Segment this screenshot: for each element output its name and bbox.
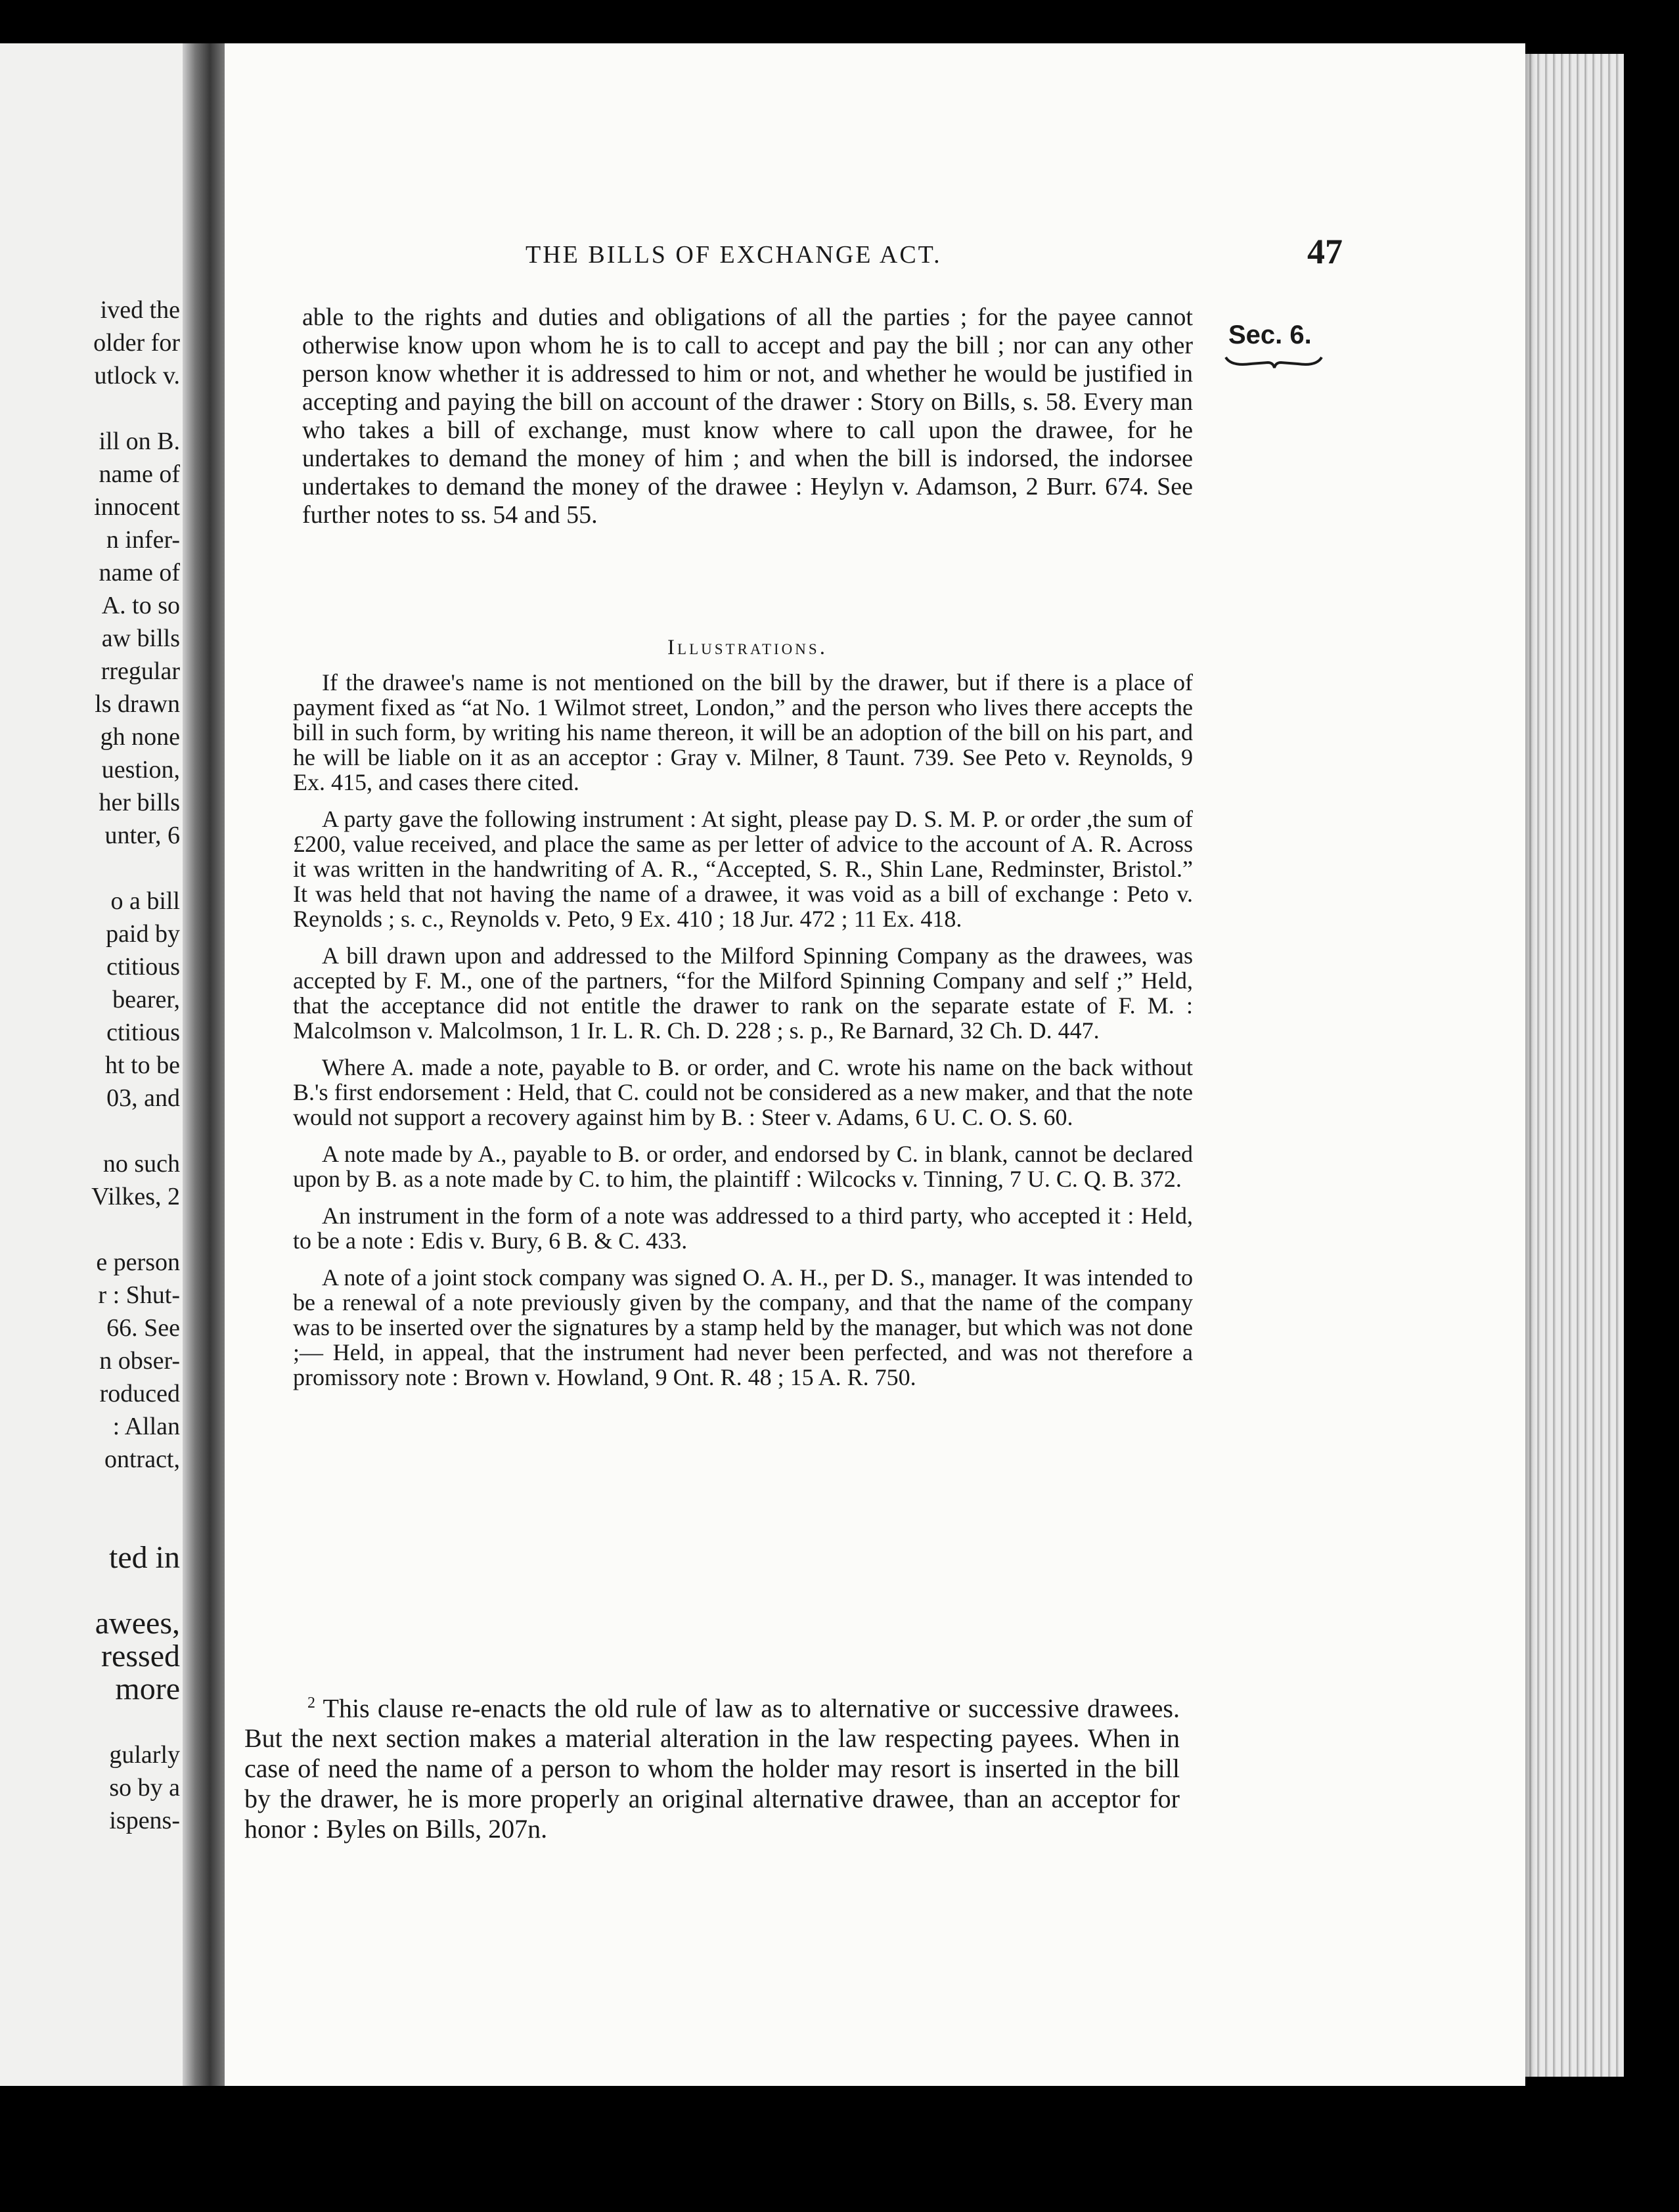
- left-page-line: o a bill: [110, 887, 180, 915]
- footnote-marker: 2: [307, 1694, 315, 1712]
- left-page-line: older for: [93, 329, 180, 357]
- left-page-line: name of: [99, 559, 180, 586]
- illustrations-list: [293, 670, 1193, 1402]
- left-page-line: e person: [96, 1249, 180, 1276]
- previous-page-fragment: [0, 43, 183, 2086]
- left-page-line: her bills: [99, 789, 180, 816]
- left-page-line: ctitious: [106, 953, 180, 981]
- illustration-paragraph: A party gave the following instrument : At sight, please pay D. S. M. P. or order ,the sum of £200, value received, and place the same as per letter of advice to the account of A. R. Across it was written in the handwriting of A. R., “Accepted, S. R., Shin Lane, Redminster, Bristol.” It was held that not having the name of a drawee, it was void as a bill of exchange : Peto v. Reynolds ; s. c., Reynolds v. Peto, 9 Ex. 410 ; 18 Jur. 472 ; 11 Ex. 418.: [293, 806, 1193, 932]
- left-page-line: utlock v.: [94, 362, 180, 389]
- left-page-line: aw bills: [101, 625, 180, 652]
- left-page-line: gularly: [109, 1741, 180, 1769]
- page-edges-shadow: [1525, 54, 1536, 2077]
- left-page-line: ressed: [101, 1639, 180, 1673]
- left-page-line: 66. See: [106, 1314, 180, 1342]
- left-page-line: awees,: [95, 1606, 180, 1641]
- left-page-line: ted in: [109, 1540, 180, 1575]
- left-page-line: 03, and: [106, 1084, 180, 1112]
- left-page-line: ispens-: [109, 1807, 180, 1834]
- left-page-line: innocent: [94, 493, 180, 521]
- page-number: 47: [1307, 232, 1343, 271]
- left-page-line: no such: [102, 1150, 180, 1178]
- illustration-paragraph: A bill drawn upon and addressed to the Milford Spinning Company as the drawees, was accepted by F. M., one of the partners, “for the Milford Spinning Company and self ;” Held, that the acceptance did not entitle the drawer to rank on the separate estate of F. M. : Malcolmson v. Malcolmson, 1 Ir. L. R. Ch. D. 228 ; s. p., Re Barnard, 32 Ch. D. 447.: [293, 942, 1193, 1044]
- illustration-paragraph: An instrument in the form of a note was addressed to a third party, who accepted it : Held, to be a note : Edis v. Bury, 6 B. & C. 433.: [293, 1203, 1193, 1254]
- footnote-text: This clause re-enacts the old rule of law as to alternative or successive drawees. But the next section makes a material alteration in the law respecting payees. When in case of need the name of a person to whom the holder may resort is inserted in the bill by the drawer, he is more properly an original alternative drawee, than an acceptor for honor : Byles on Bills, 207n.: [244, 1693, 1180, 1844]
- left-page-line: n infer-: [106, 526, 180, 554]
- illustrations-heading: Illustrations.: [667, 636, 828, 659]
- left-page-line: r : Shut-: [98, 1281, 180, 1309]
- running-title: THE BILLS OF EXCHANGE ACT.: [526, 241, 942, 269]
- left-page-line: A. to so: [101, 592, 180, 619]
- page-edges: [1525, 54, 1624, 2077]
- left-page-line: gh none: [100, 723, 180, 751]
- book-gutter: [183, 43, 225, 2086]
- left-page-line: uestion,: [101, 756, 180, 784]
- left-page-line: ontract,: [104, 1446, 180, 1473]
- left-page-line: paid by: [106, 920, 180, 948]
- left-page-line: Vilkes, 2: [91, 1183, 180, 1210]
- illustration-paragraph: A note made by A., payable to B. or order, and endorsed by C. in blank, cannot be declared upon by B. as a note made by C. to him, the plaintiff : Wilcocks v. Tinning, 7 U. C. Q. B. 372.: [293, 1141, 1193, 1192]
- left-page-line: roduced: [99, 1380, 180, 1407]
- left-page-line: ht to be: [105, 1051, 180, 1079]
- left-page-line: : Allan: [112, 1413, 180, 1440]
- footnote: [244, 1688, 1180, 1844]
- illustration-paragraph: Where A. made a note, payable to B. or order, and C. wrote his name on the back without B.'s first endorsement : Held, that C. could not be considered as a new maker, and that the note would not support a recovery against him by B. : Steer v. Adams, 6 U. C. O. S. 60.: [293, 1054, 1193, 1130]
- left-page-line: ill on B.: [99, 428, 180, 455]
- left-page-line: bearer,: [112, 986, 180, 1013]
- left-page-line: so by a: [109, 1774, 180, 1802]
- left-page-line: ived the: [100, 296, 180, 324]
- section-brace-icon: [1224, 355, 1323, 370]
- illustration-paragraph: A note of a joint stock company was signed O. A. H., per D. S., manager. It was intended to be a renewal of a note previously given by the company, and that the name of the company was to be inserted over the signatures by a stamp held by the manager, but which was not done ;— Held, in appeal, that the instrument had never been perfected, and was not therefore a promissory note : Brown v. Howland, 9 Ont. R. 48 ; 15 A. R. 750.: [293, 1264, 1193, 1390]
- left-page-line: ls drawn: [95, 690, 180, 718]
- left-page-line: unter, 6: [104, 822, 180, 849]
- left-page-line: n obser-: [99, 1347, 180, 1375]
- illustration-paragraph: If the drawee's name is not mentioned on the bill by the drawer, but if there is a place of payment fixed as “at No. 1 Wilmot street, London,” and the person who lives there accepts the bill in such form, by writing his name thereon, it will be an adoption of the bill on his part, and he will be liable on it as an acceptor : Gray v. Milner, 8 Taunt. 739. See Peto v. Reynolds, 9 Ex. 415, and cases there cited.: [293, 669, 1193, 795]
- section-label: Sec. 6.: [1228, 321, 1312, 349]
- left-page-line: rregular: [101, 657, 180, 685]
- left-page-line: more: [115, 1671, 180, 1706]
- intro-paragraph: able to the rights and duties and obligations of all the parties ; for the payee cannot otherwise know upon whom he is to call to accept and pay the bill ; nor can any other person know whether it is addressed to him or not, and whether he would be justified in accepting and paying the bill on account of the drawer : Story on Bills, s. 58. Every man who takes a bill of exchange, must know where to call upon the drawee, for he undertakes to demand the money of him ; and when the bill is indorsed, the indorsee undertakes to demand the money of the drawee : Heylyn v. Adamson, 2 Burr. 674. See further notes to ss. 54 and 55.: [302, 303, 1193, 529]
- left-page-line: ctitious: [106, 1019, 180, 1046]
- left-page-line: name of: [99, 460, 180, 488]
